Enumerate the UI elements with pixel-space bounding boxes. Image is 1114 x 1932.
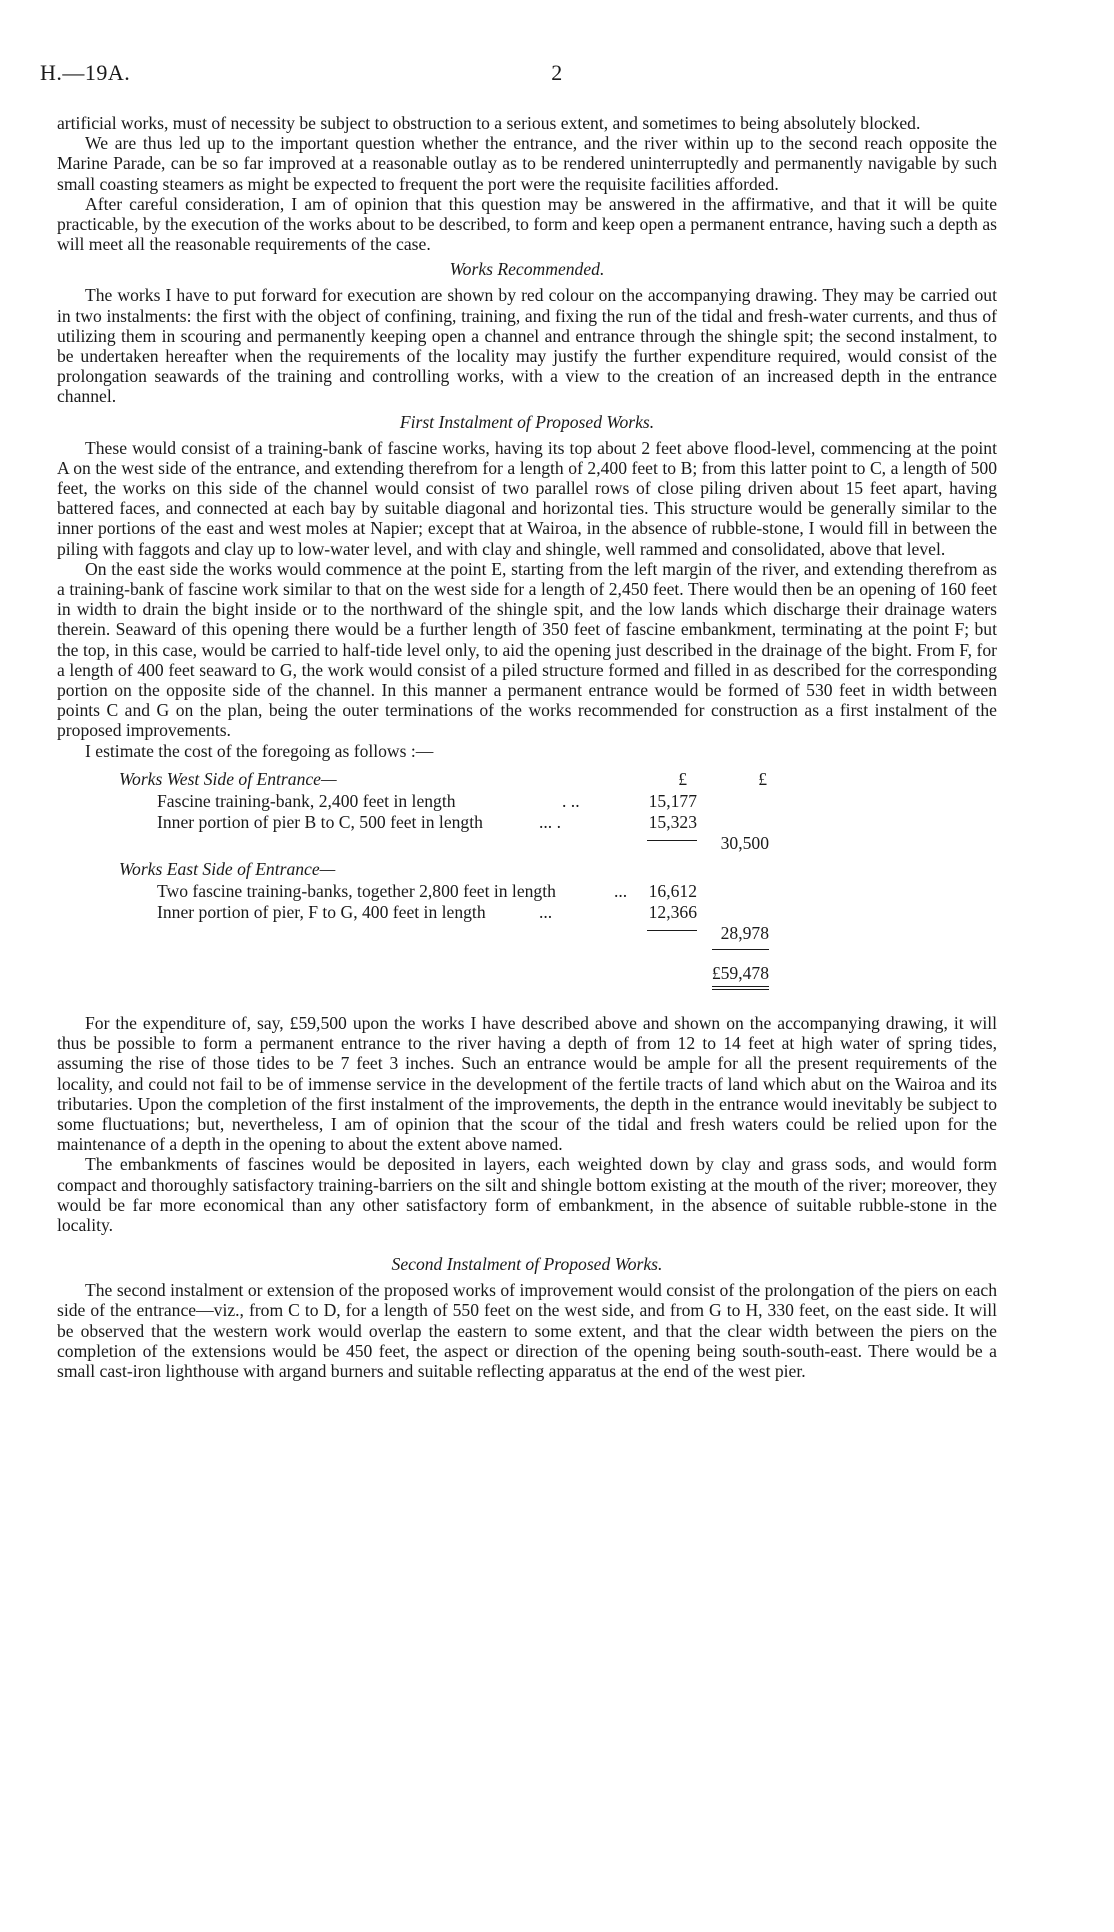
estimate-item-amount: 16,612 xyxy=(648,880,697,901)
total-rule xyxy=(712,949,769,950)
paragraph: The embankments of fascines would be deposited in layers, each weighted down by clay and grass sods, and would form compact and thoroughly satisfactory training-barriers on the silt and shingle bottom existing at the mouth of the river; moreover, they would be far more economical than any other satisfactory form of embankment, in the absence of suitable rubble-stone in the locality. xyxy=(57,1154,997,1235)
paragraph: I estimate the cost of the foregoing as follows :— xyxy=(85,740,434,761)
estimate-item-amount: 15,323 xyxy=(648,811,697,832)
estimate-item-leader: . .. xyxy=(562,790,580,811)
estimate-grand-total: £59,478 xyxy=(711,962,769,983)
estimate-heading-east: Works East Side of Entrance— xyxy=(119,858,336,879)
section-heading-first-instalment: First Instalment of Proposed Works. xyxy=(399,411,655,432)
estimate-item-label: Inner portion of pier B to C, 500 feet in length xyxy=(157,811,483,832)
paragraph: On the east side the works would commence at the point E, starting from the left margin of the river, and extending therefrom as a training-bank of fascine work similar to that on the west side for a length of 2,450 feet. There would then be an opening of 160 feet in width to drain the bight inside or to the northward of the shingle spit, and the low lands which discharge their drainage waters therein. Seaward of this opening there would be a further length of 350 feet of fascine embankment, terminating at the point F; but the top, in this case, would be carried to half-tide level only, to aid the opening just described in the drainage of the bight. From F, for a length of 400 feet seaward to G, the work would consist of a piled structure formed and filled in as described for the corresponding portion on the opposite side of the channel. In this manner a permanent entrance would be formed of 530 feet in width between points C and G on the plan, being the outer terminations of the works recommended for construction as a first instalment of the proposed improvements. xyxy=(57,558,997,741)
estimate-subtotal-west: 30,500 xyxy=(720,832,769,853)
document-reference: H.—19A. xyxy=(40,60,131,85)
estimate-item-label: Two fascine training-banks, together 2,800 feet in length xyxy=(157,880,556,901)
paragraph: After careful consideration, I am of opinion that this question may be answered in the affirmative, and that it will be quite practicable, by the execution of the works about to be described, to form and keep open a permanent entrance, having such a depth as will meet all the reasonable requirements of the case. xyxy=(57,193,997,255)
currency-symbol: £ xyxy=(678,768,687,789)
estimate-heading-west: Works West Side of Entrance— xyxy=(119,768,337,789)
page-header xyxy=(40,60,1074,90)
paragraph: We are thus led up to the important question whether the entrance, and the river within up to the second reach opposite the Marine Parade, can be so far improved at a reasonable outlay as to be rendered uninterruptedly and permanently navigable by such small coasting steamers as might be expected to frequent the port were the requisite facilities afforded. xyxy=(57,133,997,194)
estimate-item-label: Inner portion of pier, F to G, 400 feet in length xyxy=(157,901,486,922)
estimate-item-amount: 12,366 xyxy=(648,901,697,922)
total-double-rule xyxy=(712,986,769,987)
document-body xyxy=(57,113,997,1381)
total-double-rule xyxy=(712,989,769,990)
estimate-item-amount: 15,177 xyxy=(648,790,697,811)
estimate-item-leader: ... xyxy=(614,880,628,901)
subtotal-rule xyxy=(647,840,697,841)
estimate-item-leader: ... xyxy=(539,901,553,922)
cost-estimate-table xyxy=(57,769,997,1001)
page-number: 2 xyxy=(551,60,563,85)
paragraph: The second instalment or extension of the proposed works of improvement would consist of the prolongation of the piers on each side of the entrance—viz., from C to D, for a length of 550 feet on the west side, and from G to H, 330 feet, on the east side. It will be observed that the western work would overlap the eastern to some extent, and that the clear width between the piers on the completion of the extensions would be 450 feet, the aspect or direction of the opening being south-south-east. There would be a small cast-iron lighthouse with argand burners and suitable reflecting apparatus at the end of the west pier. xyxy=(57,1280,997,1381)
paragraph: The works I have to put forward for execution are shown by red colour on the accompanying drawing. They may be carried out in two instalments: the first with the object of confining, training, and fixing the run of the tidal and fresh-water currents, and thus of utilizing them in scouring and permanently keeping open a channel and entrance through the shingle spit; the second instalment, to be undertaken hereafter when the requirements of the locality may justify the further expenditure required, would consist of the prolongation seawards of the training and controlling works, with a view to the creation of an increased depth in the entrance channel. xyxy=(57,285,997,407)
section-heading-second-instalment: Second Instalment of Proposed Works. xyxy=(391,1254,663,1275)
currency-symbol: £ xyxy=(758,768,767,789)
paragraph: For the expenditure of, say, £59,500 upon the works I have described above and shown on the accompanying drawing, it will thus be possible to form a permanent entrance to the river having a depth of from 12 to 14 feet at high water of spring tides, assuming the rise of those tides to be 7 feet 3 inches. Such an entrance would be ample for all the present requirements of the locality, and could not fail to be of immense service in the development of the fertile tracts of land which abut on the Wairoa and its tributaries. Upon the completion of the first instalment of the improvements, the depth in the entrance would inevitably be subject to some fluctuations; but, nevertheless, I am of opinion that the scour of the tidal and fresh waters could be relied upon for the maintenance of a depth in the opening to about the extent above named. xyxy=(57,1012,997,1155)
subtotal-rule xyxy=(647,930,697,931)
estimate-subtotal-east: 28,978 xyxy=(720,922,769,943)
estimate-item-label: Fascine training-bank, 2,400 feet in length xyxy=(157,790,456,811)
estimate-item-leader: ... . xyxy=(539,811,561,832)
section-heading-works-recommended: Works Recommended. xyxy=(449,259,605,280)
paragraph: artificial works, must of necessity be subject to obstruction to a serious extent, and sometimes to being absolutely blocked. xyxy=(57,113,921,133)
paragraph: These would consist of a training-bank of fascine works, having its top about 2 feet above flood-level, commencing at the point A on the west side of the entrance, and extending therefrom for a length of 2,400 feet to B; from this latter point to C, a length of 500 feet, the works on this side of the channel would consist of two parallel rows of close piling driven about 15 feet apart, having battered faces, and connected at each bay by suitable diagonal and horizontal ties. This structure would be generally similar to the inner portions of the east and west moles at Napier; except that at Wairoa, in the absence of rubble-stone, I would fill in between the piling with faggots and clay up to low-water level, and with clay and shingle, well rammed and consolidated, above that level. xyxy=(57,437,997,559)
